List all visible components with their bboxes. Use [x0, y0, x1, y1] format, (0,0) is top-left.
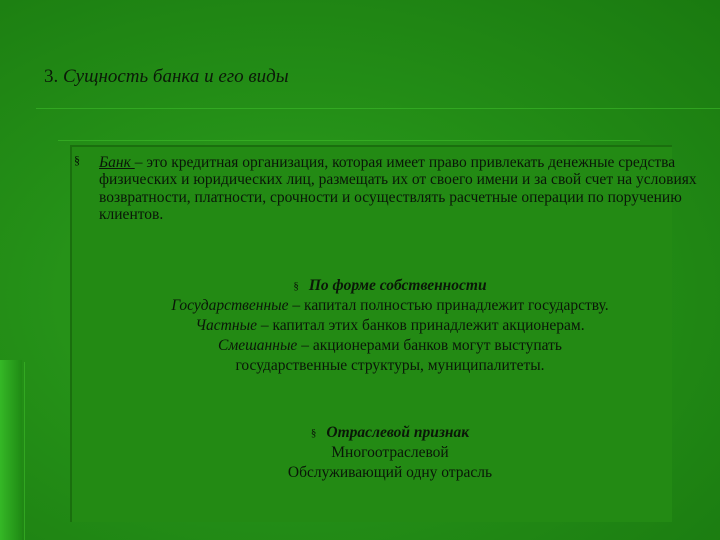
industry-item: Многоотраслевой [331, 444, 449, 461]
industry-item: Обслуживающий одну отрасль [287, 464, 493, 481]
slide-title [44, 66, 289, 88]
decorative-line [24, 362, 25, 540]
decorative-bar [0, 360, 22, 540]
ownership-desc: – капитал полностью принадлежит государству. [288, 297, 609, 314]
ownership-term: Смешанные [218, 337, 298, 354]
definition-text: – это кредитная организация, которая имеет право привлекать денежные средства физических и юридических лиц, размещать их от своего имени и за свой счет на условиях возвратности, платности, срочности и осуществлять расчетные операции по поручению клиентов. [99, 154, 697, 224]
ownership-heading-text: По форме собственности [308, 277, 487, 294]
title-number: 3. [44, 66, 59, 87]
industry-heading [90, 423, 690, 443]
decorative-line [36, 108, 720, 109]
bullet-icon: § [310, 427, 317, 439]
definition-term: Банк [99, 154, 135, 171]
ownership-heading [80, 276, 700, 296]
industry-section [90, 423, 690, 483]
industry-heading-text: Отраслевой признак [326, 424, 470, 441]
ownership-desc: – акционерами банков могут выступать государственные структуры, муниципалитеты. [235, 337, 562, 374]
ownership-section [80, 276, 700, 376]
ownership-item [80, 336, 700, 376]
ownership-term: Государственные [171, 297, 289, 314]
ownership-desc: – капитал этих банков принадлежит акционерам. [256, 317, 585, 334]
definition-paragraph [99, 154, 699, 224]
title-text: Сущность банка и его виды [63, 66, 289, 87]
decorative-line [58, 140, 640, 141]
bullet-icon: § [293, 280, 299, 292]
ownership-term: Частные [195, 317, 257, 334]
ownership-item [80, 296, 700, 316]
ownership-item [80, 316, 700, 336]
bullet-icon: § [74, 153, 80, 167]
